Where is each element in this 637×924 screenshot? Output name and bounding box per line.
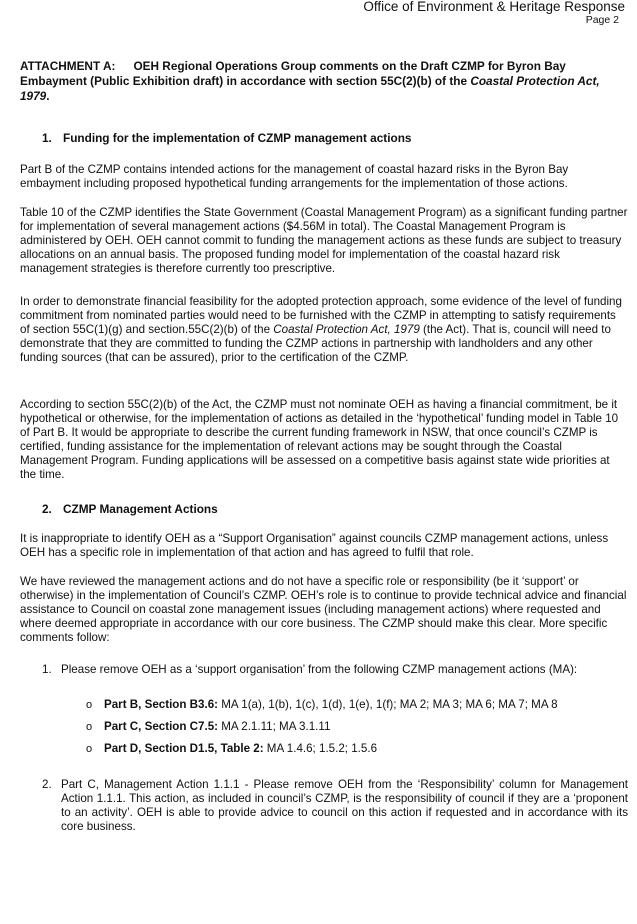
list-item bbox=[42, 663, 628, 677]
sub-item-text: MA 1(a), 1(b), 1(c), 1(d), 1(e), 1(f); MA 2; MA 3; MA 6; MA 7; MA 8 bbox=[218, 698, 558, 711]
page-header bbox=[363, 0, 625, 25]
list-item-text: Part C, Management Action 1.1.1 - Please remove OEH from the ‘Responsibility’ column for Management Action 1.1.1. This action, as included in council’s CZMP, is the responsibility of council if they are a ‘proponent to an activity’. OEH is able to provide advice to council on this action if requested and in accordance with its core business. bbox=[61, 778, 628, 833]
section-2-number: 2. bbox=[42, 502, 52, 516]
section-1-title: Funding for the implementation of CZMP management actions bbox=[63, 131, 412, 145]
attachment-act-title: Coastal Protection Act, 1979 bbox=[20, 74, 600, 103]
sub-item-text: MA 2.1.11; MA 3.1.11 bbox=[218, 720, 331, 733]
sub-list-item bbox=[86, 742, 626, 756]
section-1-p3-text-a: In order to demonstrate financial feasibility for the adopted protection approach, some evidence of the level of funding commitment from nominated parties would need to be furnished with the CZMP in attempting to satisfy requirements of section 55C(1)(g) and section.55C(2)(b) of the bbox=[20, 295, 622, 336]
sub-list-item bbox=[86, 698, 626, 712]
section-2-heading bbox=[42, 502, 218, 516]
attachment-end: . bbox=[46, 89, 50, 103]
section-2-paragraph-2 bbox=[20, 575, 628, 645]
section-1-paragraph-2 bbox=[20, 206, 628, 276]
section-1-p4-text: According to section 55C(2)(b) of the Act, the CZMP must not nominate OEH as having a financial commitment, be it hypothetical or otherwise, for the implementation of actions as detailed in the ‘hypothetical’ funding model in Table 10 of Part B. It would be appropriate to describe the current funding framework in NSW, that once council’s CZMP is certified, funding assistance for the implementation of relevant actions may be sought through the Coastal Management Program. Funding applications will be assessed on a competitive basis against state wide priorities at the time. bbox=[20, 398, 619, 481]
header-title: Office of Environment & Heritage Response bbox=[363, 0, 625, 14]
sub-list-item bbox=[86, 720, 626, 734]
attachment-text: OEH Regional Operations Group comments on the Draft CZMP for Byron Bay Embayment (Public Exhibition draft) in accordance with section 55C(2)(b) of the bbox=[20, 59, 566, 88]
bullet-icon: o bbox=[86, 743, 93, 755]
list-item bbox=[42, 778, 628, 834]
list-item-number: 1. bbox=[42, 663, 52, 676]
sub-item-label: Part D, Section D1.5, Table 2: bbox=[104, 742, 264, 755]
section-1-paragraph-1 bbox=[20, 163, 628, 191]
section-2-title: CZMP Management Actions bbox=[63, 502, 218, 516]
section-2-paragraph-1 bbox=[20, 532, 628, 560]
section-1-p3-act: Coastal Protection Act, 1979 bbox=[273, 323, 420, 336]
section-1-paragraph-4 bbox=[20, 398, 628, 482]
list-item-text: Please remove OEH as a ‘support organisation’ from the following CZMP management actions (MA): bbox=[61, 663, 578, 676]
section-1-heading bbox=[42, 131, 411, 145]
section-1-paragraph-3 bbox=[20, 295, 628, 365]
section-1-p2-text: Table 10 of the CZMP identifies the State Government (Coastal Management Program) as a significant funding partner for implementation of several management actions ($4.56M in total). The Coastal Management Program is administered by OEH. OEH cannot commit to funding the management actions as these funds are subject to treasury allocations on an annual basis. The proposed funding model for implementation of the coastal hazard risk management strategies is therefore currently too prescriptive. bbox=[20, 206, 628, 275]
sub-item-label: Part B, Section B3.6: bbox=[104, 698, 219, 711]
sub-item-label: Part C, Section C7.5: bbox=[104, 720, 219, 733]
section-2-p2-text: We have reviewed the management actions and do not have a specific role or responsibility (be it ‘support’ or otherwise) in the implementation of Council’s CZMP. OEH’s role is to continue to provide technical advice and financial assistance to Council on coastal zone management issues (including management actions) where requested and where deemed appropriate in accordance with our core business. The CZMP should make this clear. More specific comments follow: bbox=[20, 575, 627, 644]
section-1-p3-text-b: (the Act). That is, council will need to demonstrate that they are committed to funding the CZMP actions in partnership with landholders and any other funding sources (that can be assured), prior to the certification of the CZMP. bbox=[20, 323, 611, 364]
list-item-number: 2. bbox=[42, 778, 52, 791]
bullet-icon: o bbox=[86, 721, 93, 733]
section-2-p1-text: It is inappropriate to identify OEH as a “Support Organisation” against councils CZMP management actions, unless OEH has a specific role in implementation of that action and has agreed to fulfil that role. bbox=[20, 532, 609, 559]
attachment-label: ATTACHMENT A: bbox=[20, 59, 116, 73]
attachment-heading bbox=[20, 59, 628, 104]
section-1-number: 1. bbox=[42, 131, 52, 145]
section-1-p1-text: Part B of the CZMP contains intended actions for the management of coastal hazard risks in the Byron Bay embayment including proposed hypothetical funding arrangements for the implementation of those actions. bbox=[20, 163, 569, 190]
bullet-icon: o bbox=[86, 699, 93, 711]
sub-item-text: MA 1.4.6; 1.5.2; 1.5.6 bbox=[263, 742, 378, 755]
page-number: Page 2 bbox=[585, 13, 619, 26]
